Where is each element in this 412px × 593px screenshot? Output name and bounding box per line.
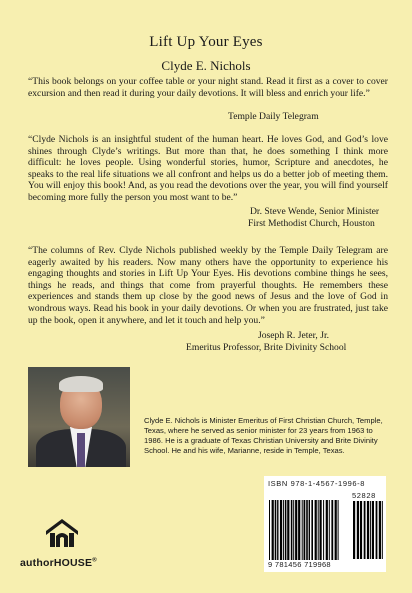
authorhouse-logo-icon: [42, 513, 82, 553]
author-name: Clyde E. Nichols: [161, 58, 251, 73]
review-attribution-3-affiliation: Emeritus Professor, Brite Divinity School: [186, 342, 347, 353]
ean-barcode: [268, 500, 348, 560]
review-quote-2: “Clyde Nichols is an insightful student of the human heart. He loves God, and God’s love shines through Clyde’s writings. But more than that, he does something I think more difficult: he loves people. Using wonderful stories, humor, Scripture and anecdotes, he speaks to the real life situations we all confront and helps us do a better job of meeting them. You will enjoy this book! And, as you read the devotions over the year, you will find yourself becoming more fully the person you most want to be.”: [28, 134, 388, 203]
price-code: 52828: [352, 491, 376, 500]
registered-mark: ®: [92, 557, 97, 564]
author-bio: Clyde E. Nichols is Minister Emeritus of First Christian Church, Temple, Texas, where he served as senior minister for 23 years from 1963 to 1986. He is a graduate of Texas Christian University and Brite Divinity School. He and his wife, Marianne, reside in Temple, Texas.: [144, 416, 383, 455]
isbn-text: ISBN 978-1-4567-1996-8: [268, 479, 366, 488]
ean-number: 9 781456 719968: [268, 560, 331, 569]
author-photo: [28, 367, 130, 467]
book-title: Lift Up Your Eyes: [149, 34, 263, 50]
publisher-name: [20, 557, 97, 569]
price-barcode: [352, 501, 384, 559]
review-quote-1: “This book belongs on your coffee table or your night stand. Read it first as a cover to cover excursion and then read it during your daily devotions. It will bless and enrich your life.”: [28, 76, 388, 99]
publisher-name-text: authorHOUSE: [20, 557, 93, 569]
review-attribution-1: Temple Daily Telegram: [228, 111, 319, 122]
review-attribution-2-affiliation: First Methodist Church, Houston: [248, 218, 375, 229]
review-attribution-2-name: Dr. Steve Wende, Senior Minister: [250, 206, 380, 217]
review-attribution-3-name: Joseph R. Jeter, Jr.: [258, 330, 330, 341]
review-quote-3: “The columns of Rev. Clyde Nichols published weekly by the Temple Daily Telegram are eagerly awaited by his readers. Now many others have the opportunity to experience his engaging thoughts and stories in Lift Up Your Eyes. His devotions combine things he sees, things he reads, and things that come from prayerful thoughts. He remembers these experiences and stands them up close by the good news of Jesus and the love of God in wondrous ways. Read his book in your daily devotions. Or when you are frustrated, just take up the book, open it anywhere, and let it touch and help you.”: [28, 245, 388, 326]
